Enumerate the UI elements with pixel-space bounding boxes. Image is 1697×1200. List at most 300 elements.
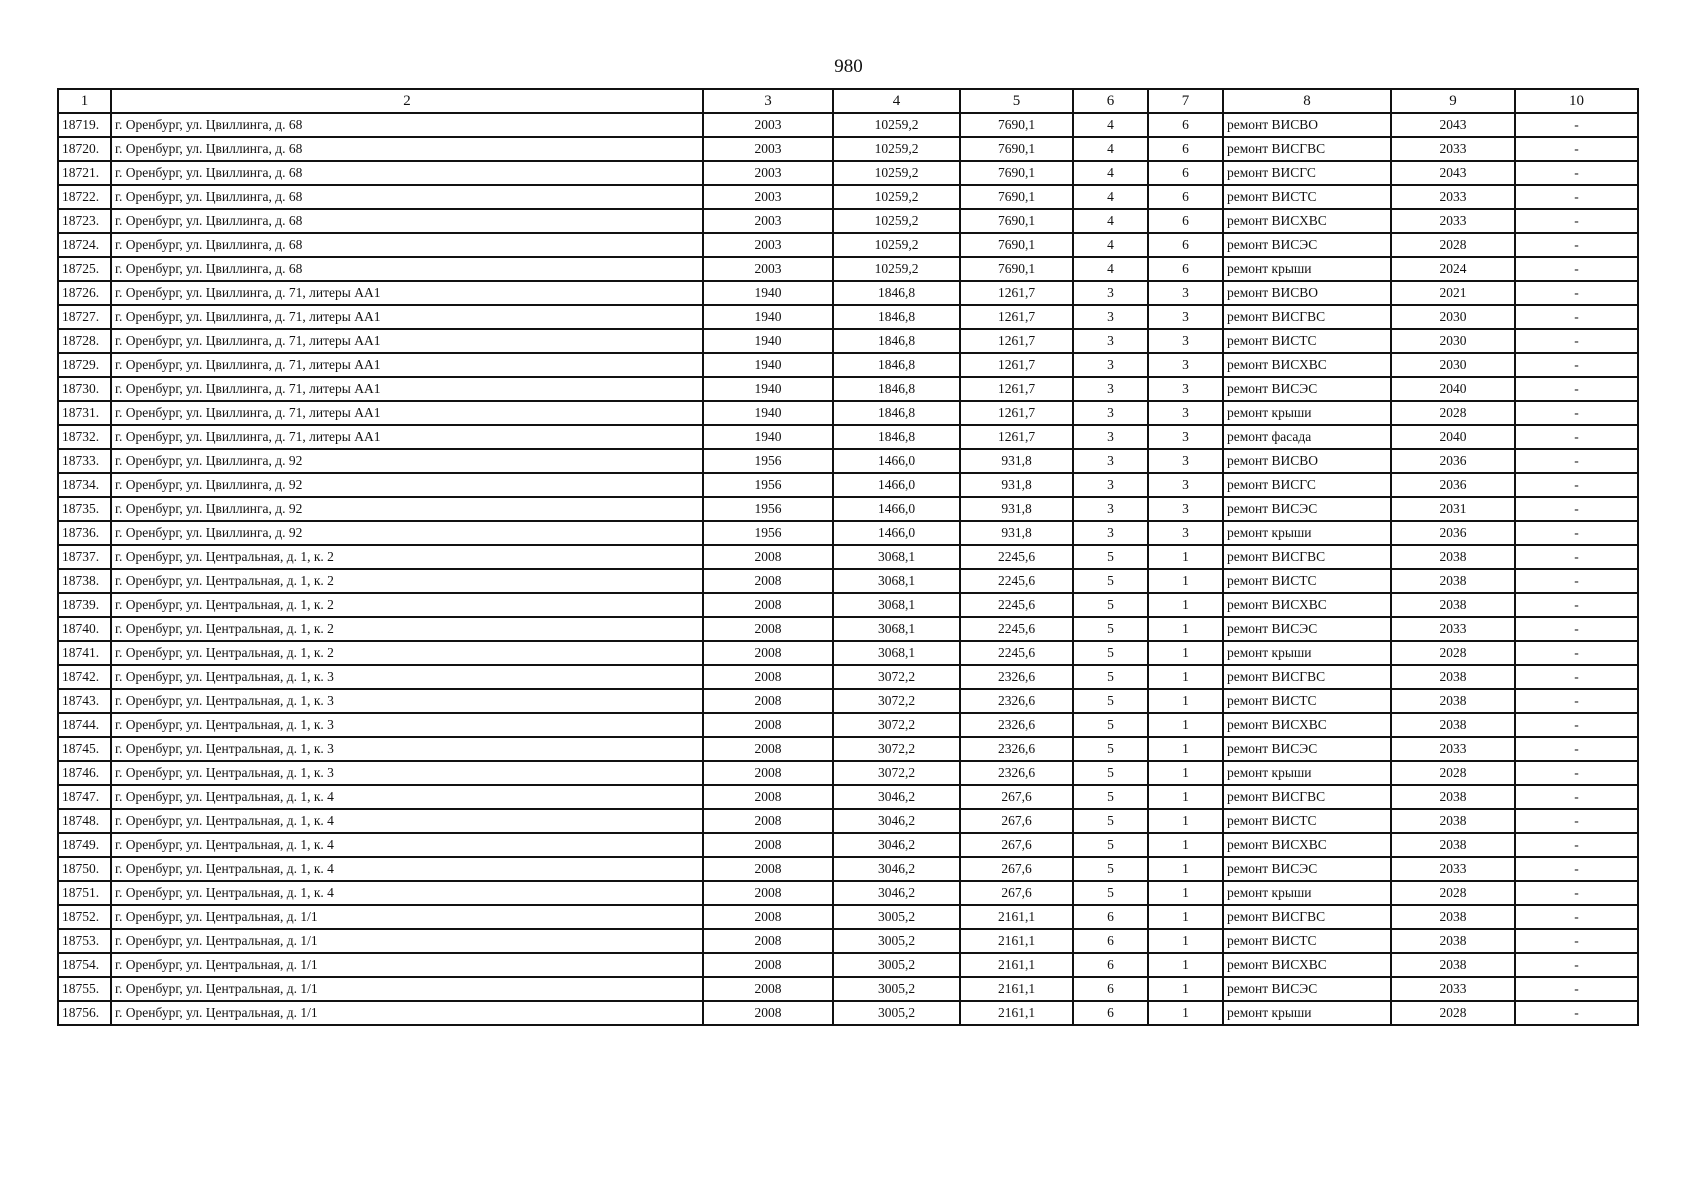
cell-build-year: 2008 [703, 977, 833, 1001]
cell-address: г. Оренбург, ул. Цвиллинга, д. 68 [111, 257, 703, 281]
cell-total-area: 10259,2 [833, 257, 960, 281]
cell-row-number: 18720. [58, 137, 111, 161]
cell-work-type: ремонт ВИСГВС [1223, 665, 1391, 689]
cell-note: - [1515, 233, 1638, 257]
table-row [58, 1001, 1638, 1025]
table-row [58, 569, 1638, 593]
cell-address: г. Оренбург, ул. Цвиллинга, д. 92 [111, 449, 703, 473]
cell-living-area: 267,6 [960, 809, 1073, 833]
cell-build-year: 2008 [703, 737, 833, 761]
cell-floors: 3 [1073, 521, 1148, 545]
cell-planned-year: 2028 [1391, 401, 1515, 425]
cell-total-area: 1846,8 [833, 425, 960, 449]
table-row [58, 905, 1638, 929]
cell-build-year: 2008 [703, 713, 833, 737]
cell-address: г. Оренбург, ул. Центральная, д. 1, к. 3 [111, 761, 703, 785]
cell-entrances: 3 [1148, 353, 1223, 377]
cell-entrances: 1 [1148, 545, 1223, 569]
cell-entrances: 3 [1148, 521, 1223, 545]
cell-entrances: 1 [1148, 689, 1223, 713]
cell-total-area: 3068,1 [833, 641, 960, 665]
cell-total-area: 1846,8 [833, 377, 960, 401]
cell-living-area: 7690,1 [960, 161, 1073, 185]
cell-row-number: 18737. [58, 545, 111, 569]
table-row [58, 881, 1638, 905]
table-row [58, 233, 1638, 257]
cell-planned-year: 2030 [1391, 305, 1515, 329]
header-col-planned-year: 9 [1391, 89, 1515, 113]
cell-planned-year: 2036 [1391, 521, 1515, 545]
cell-total-area: 10259,2 [833, 161, 960, 185]
table-row [58, 305, 1638, 329]
cell-planned-year: 2033 [1391, 617, 1515, 641]
header-col-year: 3 [703, 89, 833, 113]
cell-address: г. Оренбург, ул. Центральная, д. 1, к. 2 [111, 617, 703, 641]
cell-address: г. Оренбург, ул. Центральная, д. 1, к. 4 [111, 881, 703, 905]
cell-planned-year: 2028 [1391, 881, 1515, 905]
cell-total-area: 3072,2 [833, 689, 960, 713]
cell-work-type: ремонт крыши [1223, 1001, 1391, 1025]
cell-note: - [1515, 185, 1638, 209]
cell-entrances: 1 [1148, 593, 1223, 617]
cell-floors: 6 [1073, 929, 1148, 953]
cell-living-area: 1261,7 [960, 377, 1073, 401]
cell-row-number: 18746. [58, 761, 111, 785]
cell-living-area: 2245,6 [960, 569, 1073, 593]
cell-living-area: 1261,7 [960, 425, 1073, 449]
cell-planned-year: 2043 [1391, 113, 1515, 137]
cell-floors: 6 [1073, 977, 1148, 1001]
table-row [58, 497, 1638, 521]
cell-total-area: 3072,2 [833, 665, 960, 689]
cell-floors: 5 [1073, 785, 1148, 809]
cell-planned-year: 2033 [1391, 857, 1515, 881]
cell-build-year: 2008 [703, 641, 833, 665]
cell-row-number: 18723. [58, 209, 111, 233]
cell-build-year: 2003 [703, 209, 833, 233]
cell-work-type: ремонт ВИСХВС [1223, 953, 1391, 977]
cell-address: г. Оренбург, ул. Центральная, д. 1/1 [111, 905, 703, 929]
cell-planned-year: 2036 [1391, 449, 1515, 473]
cell-build-year: 2003 [703, 137, 833, 161]
header-col-living-area: 5 [960, 89, 1073, 113]
table-row [58, 137, 1638, 161]
cell-address: г. Оренбург, ул. Цвиллинга, д. 92 [111, 473, 703, 497]
cell-entrances: 3 [1148, 473, 1223, 497]
cell-planned-year: 2038 [1391, 569, 1515, 593]
cell-planned-year: 2038 [1391, 905, 1515, 929]
cell-build-year: 2008 [703, 761, 833, 785]
cell-work-type: ремонт крыши [1223, 881, 1391, 905]
cell-row-number: 18743. [58, 689, 111, 713]
cell-work-type: ремонт ВИСГВС [1223, 137, 1391, 161]
cell-row-number: 18733. [58, 449, 111, 473]
cell-entrances: 6 [1148, 209, 1223, 233]
cell-note: - [1515, 737, 1638, 761]
cell-total-area: 1466,0 [833, 521, 960, 545]
cell-note: - [1515, 857, 1638, 881]
cell-floors: 4 [1073, 233, 1148, 257]
cell-note: - [1515, 569, 1638, 593]
cell-entrances: 6 [1148, 137, 1223, 161]
cell-entrances: 6 [1148, 185, 1223, 209]
cell-note: - [1515, 137, 1638, 161]
cell-living-area: 1261,7 [960, 329, 1073, 353]
cell-total-area: 3046,2 [833, 785, 960, 809]
header-col-total-area: 4 [833, 89, 960, 113]
cell-note: - [1515, 665, 1638, 689]
cell-floors: 6 [1073, 905, 1148, 929]
cell-living-area: 931,8 [960, 473, 1073, 497]
cell-floors: 3 [1073, 353, 1148, 377]
cell-entrances: 3 [1148, 497, 1223, 521]
cell-total-area: 3072,2 [833, 713, 960, 737]
cell-build-year: 2008 [703, 1001, 833, 1025]
table-row [58, 713, 1638, 737]
cell-note: - [1515, 785, 1638, 809]
cell-floors: 5 [1073, 833, 1148, 857]
cell-work-type: ремонт ВИСХВС [1223, 209, 1391, 233]
cell-note: - [1515, 977, 1638, 1001]
cell-total-area: 10259,2 [833, 233, 960, 257]
cell-build-year: 1940 [703, 305, 833, 329]
cell-address: г. Оренбург, ул. Цвиллинга, д. 71, литеры АА1 [111, 281, 703, 305]
cell-floors: 5 [1073, 857, 1148, 881]
cell-build-year: 2008 [703, 953, 833, 977]
cell-work-type: ремонт ВИСГВС [1223, 905, 1391, 929]
cell-note: - [1515, 617, 1638, 641]
cell-total-area: 3005,2 [833, 929, 960, 953]
cell-work-type: ремонт ВИСГС [1223, 161, 1391, 185]
cell-living-area: 2326,6 [960, 689, 1073, 713]
cell-floors: 5 [1073, 665, 1148, 689]
cell-work-type: ремонт ВИСЭС [1223, 497, 1391, 521]
cell-planned-year: 2038 [1391, 665, 1515, 689]
cell-build-year: 2003 [703, 113, 833, 137]
cell-planned-year: 2033 [1391, 209, 1515, 233]
cell-total-area: 3005,2 [833, 953, 960, 977]
table-row [58, 833, 1638, 857]
cell-entrances: 1 [1148, 833, 1223, 857]
cell-total-area: 3068,1 [833, 545, 960, 569]
cell-address: г. Оренбург, ул. Цвиллинга, д. 68 [111, 161, 703, 185]
cell-note: - [1515, 929, 1638, 953]
cell-row-number: 18728. [58, 329, 111, 353]
cell-entrances: 6 [1148, 257, 1223, 281]
cell-note: - [1515, 377, 1638, 401]
cell-planned-year: 2038 [1391, 713, 1515, 737]
cell-row-number: 18744. [58, 713, 111, 737]
cell-living-area: 7690,1 [960, 257, 1073, 281]
cell-floors: 5 [1073, 593, 1148, 617]
page-number: 980 [834, 56, 863, 77]
cell-address: г. Оренбург, ул. Цвиллинга, д. 71, литеры АА1 [111, 425, 703, 449]
cell-work-type: ремонт крыши [1223, 401, 1391, 425]
cell-entrances: 1 [1148, 929, 1223, 953]
cell-living-area: 1261,7 [960, 305, 1073, 329]
table-row [58, 929, 1638, 953]
cell-address: г. Оренбург, ул. Центральная, д. 1, к. 2 [111, 593, 703, 617]
cell-address: г. Оренбург, ул. Цвиллинга, д. 92 [111, 521, 703, 545]
cell-build-year: 2008 [703, 545, 833, 569]
cell-row-number: 18740. [58, 617, 111, 641]
table-row [58, 425, 1638, 449]
cell-floors: 5 [1073, 713, 1148, 737]
cell-row-number: 18735. [58, 497, 111, 521]
cell-floors: 3 [1073, 281, 1148, 305]
cell-floors: 3 [1073, 305, 1148, 329]
cell-build-year: 2008 [703, 929, 833, 953]
cell-address: г. Оренбург, ул. Цвиллинга, д. 68 [111, 209, 703, 233]
cell-address: г. Оренбург, ул. Цвиллинга, д. 71, литеры АА1 [111, 305, 703, 329]
cell-row-number: 18721. [58, 161, 111, 185]
cell-address: г. Оренбург, ул. Центральная, д. 1, к. 3 [111, 665, 703, 689]
cell-work-type: ремонт крыши [1223, 761, 1391, 785]
table-row [58, 113, 1638, 137]
cell-build-year: 1940 [703, 329, 833, 353]
cell-note: - [1515, 257, 1638, 281]
cell-entrances: 1 [1148, 881, 1223, 905]
cell-row-number: 18753. [58, 929, 111, 953]
cell-living-area: 267,6 [960, 833, 1073, 857]
cell-build-year: 2008 [703, 785, 833, 809]
cell-row-number: 18736. [58, 521, 111, 545]
cell-living-area: 2245,6 [960, 545, 1073, 569]
cell-entrances: 3 [1148, 377, 1223, 401]
cell-planned-year: 2038 [1391, 833, 1515, 857]
cell-total-area: 3046,2 [833, 833, 960, 857]
cell-living-area: 2245,6 [960, 617, 1073, 641]
table-row [58, 377, 1638, 401]
cell-entrances: 1 [1148, 641, 1223, 665]
cell-address: г. Оренбург, ул. Центральная, д. 1, к. 3 [111, 713, 703, 737]
cell-note: - [1515, 329, 1638, 353]
cell-planned-year: 2031 [1391, 497, 1515, 521]
cell-address: г. Оренбург, ул. Центральная, д. 1/1 [111, 1001, 703, 1025]
cell-note: - [1515, 545, 1638, 569]
cell-note: - [1515, 881, 1638, 905]
cell-entrances: 1 [1148, 977, 1223, 1001]
cell-planned-year: 2028 [1391, 761, 1515, 785]
repair-schedule-table [57, 88, 1639, 1026]
cell-build-year: 1940 [703, 377, 833, 401]
cell-floors: 3 [1073, 497, 1148, 521]
cell-row-number: 18742. [58, 665, 111, 689]
cell-row-number: 18727. [58, 305, 111, 329]
cell-address: г. Оренбург, ул. Центральная, д. 1, к. 2 [111, 641, 703, 665]
cell-living-area: 1261,7 [960, 281, 1073, 305]
cell-note: - [1515, 161, 1638, 185]
cell-address: г. Оренбург, ул. Центральная, д. 1, к. 4 [111, 809, 703, 833]
cell-work-type: ремонт крыши [1223, 641, 1391, 665]
cell-work-type: ремонт ВИСТС [1223, 185, 1391, 209]
cell-build-year: 2008 [703, 881, 833, 905]
header-col-work-type: 8 [1223, 89, 1391, 113]
cell-total-area: 3046,2 [833, 881, 960, 905]
cell-entrances: 3 [1148, 425, 1223, 449]
cell-total-area: 3005,2 [833, 1001, 960, 1025]
header-col-note: 10 [1515, 89, 1638, 113]
cell-entrances: 3 [1148, 449, 1223, 473]
cell-build-year: 2008 [703, 665, 833, 689]
cell-note: - [1515, 305, 1638, 329]
cell-row-number: 18739. [58, 593, 111, 617]
table-row [58, 761, 1638, 785]
cell-build-year: 1940 [703, 281, 833, 305]
header-col-address: 2 [111, 89, 703, 113]
cell-note: - [1515, 497, 1638, 521]
cell-entrances: 6 [1148, 113, 1223, 137]
cell-entrances: 1 [1148, 857, 1223, 881]
cell-row-number: 18752. [58, 905, 111, 929]
cell-work-type: ремонт крыши [1223, 521, 1391, 545]
cell-work-type: ремонт ВИСЭС [1223, 233, 1391, 257]
cell-build-year: 2003 [703, 233, 833, 257]
cell-address: г. Оренбург, ул. Центральная, д. 1/1 [111, 953, 703, 977]
cell-total-area: 1846,8 [833, 401, 960, 425]
cell-address: г. Оренбург, ул. Цвиллинга, д. 71, литеры АА1 [111, 377, 703, 401]
cell-total-area: 3068,1 [833, 617, 960, 641]
cell-note: - [1515, 953, 1638, 977]
cell-entrances: 1 [1148, 569, 1223, 593]
table-row [58, 977, 1638, 1001]
cell-address: г. Оренбург, ул. Цвиллинга, д. 68 [111, 113, 703, 137]
table-row [58, 209, 1638, 233]
cell-floors: 4 [1073, 257, 1148, 281]
cell-planned-year: 2038 [1391, 785, 1515, 809]
cell-living-area: 2326,6 [960, 761, 1073, 785]
table-row [58, 161, 1638, 185]
cell-living-area: 2161,1 [960, 953, 1073, 977]
cell-work-type: ремонт ВИСЭС [1223, 977, 1391, 1001]
cell-note: - [1515, 1001, 1638, 1025]
cell-build-year: 2008 [703, 809, 833, 833]
cell-total-area: 10259,2 [833, 185, 960, 209]
cell-work-type: ремонт ВИСГВС [1223, 545, 1391, 569]
cell-floors: 5 [1073, 737, 1148, 761]
cell-address: г. Оренбург, ул. Центральная, д. 1/1 [111, 977, 703, 1001]
cell-work-type: ремонт ВИСТС [1223, 809, 1391, 833]
cell-floors: 5 [1073, 809, 1148, 833]
cell-living-area: 931,8 [960, 449, 1073, 473]
cell-work-type: ремонт ВИСЭС [1223, 737, 1391, 761]
cell-row-number: 18724. [58, 233, 111, 257]
table-row [58, 329, 1638, 353]
cell-total-area: 1466,0 [833, 497, 960, 521]
cell-total-area: 1466,0 [833, 473, 960, 497]
cell-work-type: ремонт ВИСЭС [1223, 617, 1391, 641]
cell-note: - [1515, 401, 1638, 425]
cell-work-type: ремонт ВИСВО [1223, 449, 1391, 473]
cell-floors: 4 [1073, 137, 1148, 161]
cell-note: - [1515, 449, 1638, 473]
cell-planned-year: 2040 [1391, 425, 1515, 449]
cell-address: г. Оренбург, ул. Центральная, д. 1, к. 4 [111, 857, 703, 881]
header-col-num: 1 [58, 89, 111, 113]
cell-address: г. Оренбург, ул. Центральная, д. 1, к. 2 [111, 569, 703, 593]
cell-build-year: 2003 [703, 257, 833, 281]
cell-row-number: 18722. [58, 185, 111, 209]
cell-work-type: ремонт ВИСХВС [1223, 353, 1391, 377]
cell-living-area: 2326,6 [960, 713, 1073, 737]
cell-floors: 3 [1073, 449, 1148, 473]
cell-floors: 3 [1073, 329, 1148, 353]
cell-living-area: 7690,1 [960, 113, 1073, 137]
cell-planned-year: 2021 [1391, 281, 1515, 305]
table-row [58, 473, 1638, 497]
cell-build-year: 2003 [703, 161, 833, 185]
cell-work-type: ремонт ВИСГВС [1223, 305, 1391, 329]
cell-row-number: 18754. [58, 953, 111, 977]
cell-row-number: 18738. [58, 569, 111, 593]
cell-work-type: ремонт ВИСХВС [1223, 593, 1391, 617]
cell-planned-year: 2028 [1391, 1001, 1515, 1025]
cell-work-type: ремонт ВИСТС [1223, 329, 1391, 353]
cell-floors: 4 [1073, 185, 1148, 209]
cell-entrances: 1 [1148, 953, 1223, 977]
cell-planned-year: 2030 [1391, 329, 1515, 353]
table-row [58, 641, 1638, 665]
cell-total-area: 3046,2 [833, 809, 960, 833]
cell-planned-year: 2024 [1391, 257, 1515, 281]
cell-build-year: 2008 [703, 593, 833, 617]
cell-address: г. Оренбург, ул. Центральная, д. 1, к. 3 [111, 689, 703, 713]
cell-living-area: 2245,6 [960, 593, 1073, 617]
cell-planned-year: 2038 [1391, 953, 1515, 977]
cell-total-area: 3068,1 [833, 569, 960, 593]
cell-note: - [1515, 905, 1638, 929]
cell-planned-year: 2038 [1391, 929, 1515, 953]
cell-floors: 4 [1073, 161, 1148, 185]
cell-address: г. Оренбург, ул. Центральная, д. 1, к. 4 [111, 833, 703, 857]
table-row [58, 593, 1638, 617]
cell-address: г. Оренбург, ул. Центральная, д. 1/1 [111, 929, 703, 953]
cell-total-area: 1846,8 [833, 329, 960, 353]
cell-note: - [1515, 425, 1638, 449]
cell-floors: 5 [1073, 569, 1148, 593]
cell-build-year: 1956 [703, 473, 833, 497]
cell-work-type: ремонт крыши [1223, 257, 1391, 281]
cell-total-area: 3005,2 [833, 977, 960, 1001]
cell-floors: 5 [1073, 881, 1148, 905]
cell-row-number: 18734. [58, 473, 111, 497]
cell-living-area: 2161,1 [960, 905, 1073, 929]
cell-work-type: ремонт ВИСТС [1223, 569, 1391, 593]
table-row [58, 617, 1638, 641]
cell-row-number: 18750. [58, 857, 111, 881]
cell-note: - [1515, 713, 1638, 737]
cell-row-number: 18741. [58, 641, 111, 665]
cell-work-type: ремонт ВИСЭС [1223, 857, 1391, 881]
table-row [58, 665, 1638, 689]
cell-planned-year: 2038 [1391, 593, 1515, 617]
cell-row-number: 18755. [58, 977, 111, 1001]
cell-address: г. Оренбург, ул. Центральная, д. 1, к. 2 [111, 545, 703, 569]
cell-living-area: 7690,1 [960, 209, 1073, 233]
cell-living-area: 931,8 [960, 497, 1073, 521]
cell-build-year: 1940 [703, 401, 833, 425]
cell-entrances: 3 [1148, 329, 1223, 353]
cell-living-area: 7690,1 [960, 233, 1073, 257]
cell-note: - [1515, 353, 1638, 377]
cell-planned-year: 2038 [1391, 809, 1515, 833]
cell-total-area: 3072,2 [833, 737, 960, 761]
cell-entrances: 6 [1148, 161, 1223, 185]
cell-living-area: 2326,6 [960, 737, 1073, 761]
cell-entrances: 1 [1148, 809, 1223, 833]
cell-build-year: 1956 [703, 521, 833, 545]
cell-address: г. Оренбург, ул. Центральная, д. 1, к. 4 [111, 785, 703, 809]
